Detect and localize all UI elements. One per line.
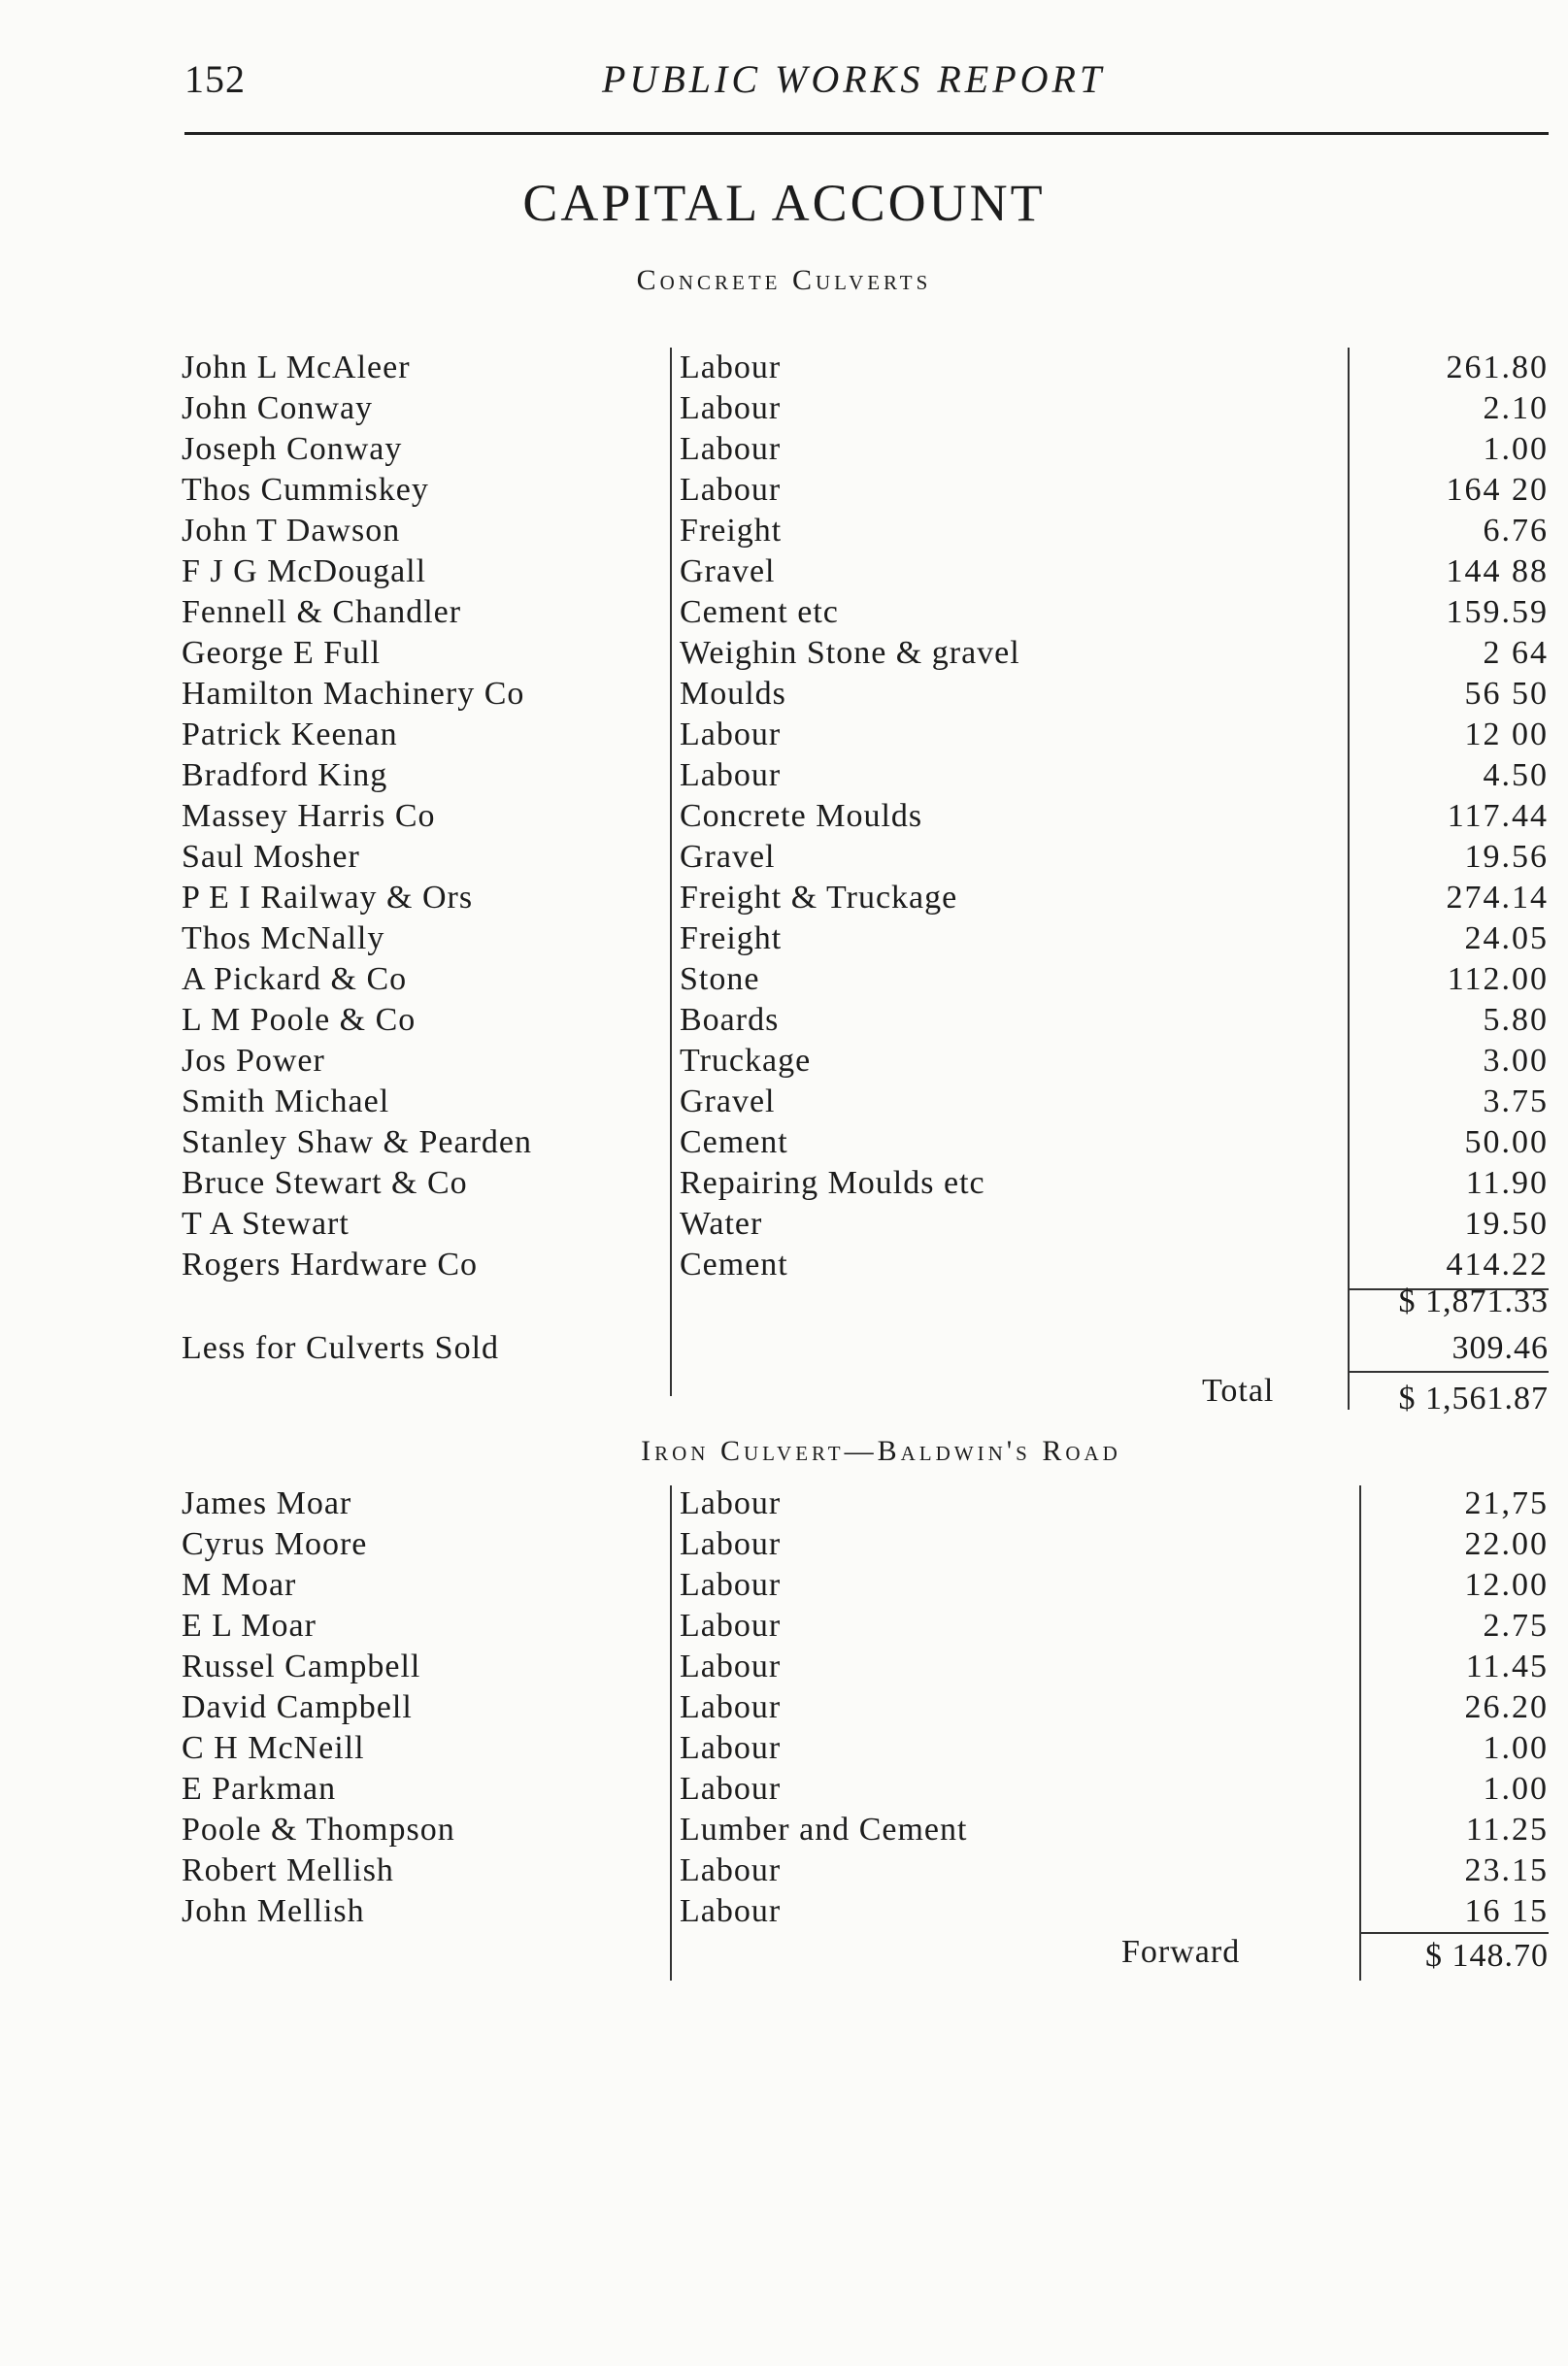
expense-amount: 1.00 bbox=[1483, 1771, 1549, 1807]
expense-item: Labour bbox=[680, 1730, 782, 1766]
table-row bbox=[0, 1850, 1568, 1891]
payee-name: Bradford King bbox=[182, 757, 388, 793]
iron-culvert-table bbox=[0, 1483, 1568, 1932]
expense-amount: 261.80 bbox=[1446, 350, 1549, 385]
section-heading-iron-culvert: Iron Culvert—Baldwin's Road bbox=[641, 1435, 1121, 1467]
expense-amount: 24.05 bbox=[1464, 920, 1549, 956]
forward-amount: $ 148.70 bbox=[1425, 1938, 1549, 1974]
expense-item: Gravel bbox=[680, 839, 776, 875]
table-row bbox=[0, 1204, 1568, 1245]
table-row bbox=[0, 1647, 1568, 1687]
table-row bbox=[0, 1041, 1568, 1082]
payee-name: Bruce Stewart & Co bbox=[182, 1165, 468, 1201]
expense-amount: 2.75 bbox=[1483, 1608, 1549, 1644]
sum-rule bbox=[1359, 1932, 1549, 1934]
table-row bbox=[0, 388, 1568, 429]
payee-name: Smith Michael bbox=[182, 1083, 390, 1119]
expense-amount: 274.14 bbox=[1446, 880, 1549, 916]
table-row bbox=[0, 1000, 1568, 1041]
expense-item: Water bbox=[680, 1206, 763, 1242]
expense-amount: 144 88 bbox=[1446, 553, 1549, 589]
expense-item: Moulds bbox=[680, 676, 786, 712]
expense-item: Labour bbox=[680, 472, 782, 508]
payee-name: E L Moar bbox=[182, 1608, 317, 1644]
expense-amount: 50.00 bbox=[1464, 1124, 1549, 1160]
expense-amount: 21,75 bbox=[1464, 1485, 1549, 1521]
expense-amount: 164 20 bbox=[1446, 472, 1549, 508]
payee-name: Thos Cummiskey bbox=[182, 472, 429, 508]
expense-amount: 11.25 bbox=[1465, 1812, 1549, 1848]
expense-item: Lumber and Cement bbox=[680, 1812, 968, 1848]
table-row bbox=[0, 1082, 1568, 1122]
expense-amount: 4.50 bbox=[1483, 757, 1549, 793]
expense-amount: 22.00 bbox=[1464, 1526, 1549, 1562]
expense-amount: 3.00 bbox=[1483, 1043, 1549, 1079]
expense-amount: 1.00 bbox=[1483, 1730, 1549, 1766]
expense-item: Repairing Moulds etc bbox=[680, 1165, 985, 1201]
table-row bbox=[0, 1245, 1568, 1285]
payee-name: George E Full bbox=[182, 635, 382, 671]
expense-item: Freight bbox=[680, 513, 783, 549]
payee-name: Saul Mosher bbox=[182, 839, 360, 875]
expense-amount: 3.75 bbox=[1483, 1083, 1549, 1119]
page-number: 152 bbox=[184, 57, 246, 101]
table-row bbox=[0, 633, 1568, 674]
expense-amount: 56 50 bbox=[1464, 676, 1549, 712]
less-amount: 309.46 bbox=[1451, 1330, 1549, 1366]
table-row bbox=[0, 959, 1568, 1000]
expense-item: Freight bbox=[680, 920, 783, 956]
table-row bbox=[0, 511, 1568, 551]
page-header bbox=[184, 56, 1549, 115]
expense-item: Concrete Moulds bbox=[680, 798, 923, 834]
payee-name: Joseph Conway bbox=[182, 431, 403, 467]
expense-amount: 12.00 bbox=[1464, 1567, 1549, 1603]
subtotal-amount: $ 1,871.33 bbox=[1398, 1283, 1549, 1319]
table-row bbox=[0, 1524, 1568, 1565]
table-row bbox=[0, 755, 1568, 796]
expense-amount: 19.56 bbox=[1464, 839, 1549, 875]
payee-name: Fennell & Chandler bbox=[182, 594, 462, 630]
page-title: CAPITAL ACCOUNT bbox=[522, 174, 1046, 232]
expense-amount: 11.45 bbox=[1465, 1649, 1549, 1684]
table-row bbox=[0, 1163, 1568, 1204]
payee-name: John Conway bbox=[182, 390, 374, 426]
payee-name: E Parkman bbox=[182, 1771, 337, 1807]
payee-name: M Moar bbox=[182, 1567, 297, 1603]
expense-item: Labour bbox=[680, 1526, 782, 1562]
table-row bbox=[0, 1728, 1568, 1769]
payee-name: Thos McNally bbox=[182, 920, 385, 956]
payee-name: John Mellish bbox=[182, 1893, 365, 1929]
expense-amount: 1.00 bbox=[1483, 431, 1549, 467]
expense-amount: 159.59 bbox=[1446, 594, 1549, 630]
table-row bbox=[0, 1606, 1568, 1647]
expense-amount: 2.10 bbox=[1483, 390, 1549, 426]
table-row bbox=[0, 1687, 1568, 1728]
table-row bbox=[0, 837, 1568, 878]
expense-item: Cement bbox=[680, 1247, 788, 1283]
payee-name: P E I Railway & Ors bbox=[182, 880, 474, 916]
expense-amount: 112.00 bbox=[1447, 961, 1549, 997]
header-rule bbox=[184, 132, 1549, 135]
payee-name: L M Poole & Co bbox=[182, 1002, 417, 1038]
expense-amount: 5.80 bbox=[1483, 1002, 1549, 1038]
payee-name: James Moar bbox=[182, 1485, 352, 1521]
expense-item: Gravel bbox=[680, 553, 776, 589]
table-row bbox=[0, 918, 1568, 959]
expense-item: Labour bbox=[680, 390, 782, 426]
forward-label: Forward bbox=[1121, 1934, 1241, 1970]
payee-name: John T Dawson bbox=[182, 513, 401, 549]
table-row bbox=[0, 1122, 1568, 1163]
table-row bbox=[0, 1483, 1568, 1524]
table-row bbox=[0, 592, 1568, 633]
expense-item: Cement etc bbox=[680, 594, 839, 630]
payee-name: Stanley Shaw & Pearden bbox=[182, 1124, 532, 1160]
expense-item: Weighin Stone & gravel bbox=[680, 635, 1020, 671]
table-row bbox=[0, 1769, 1568, 1810]
payee-name: David Campbell bbox=[182, 1689, 413, 1725]
table-row bbox=[0, 878, 1568, 918]
payee-name: Rogers Hardware Co bbox=[182, 1247, 479, 1283]
running-title: PUBLIC WORKS REPORT bbox=[602, 57, 1106, 101]
table-row bbox=[0, 674, 1568, 715]
expense-item: Labour bbox=[680, 1893, 782, 1929]
payee-name: Russel Campbell bbox=[182, 1649, 421, 1684]
expense-item: Labour bbox=[680, 431, 782, 467]
payee-name: Cyrus Moore bbox=[182, 1526, 368, 1562]
expense-amount: 117.44 bbox=[1447, 798, 1549, 834]
payee-name: F J G McDougall bbox=[182, 553, 427, 589]
payee-name: C H McNeill bbox=[182, 1730, 365, 1766]
expense-amount: 6.76 bbox=[1483, 513, 1549, 549]
expense-amount: 19.50 bbox=[1464, 1206, 1549, 1242]
payee-name: Robert Mellish bbox=[182, 1852, 394, 1888]
expense-amount: 12 00 bbox=[1464, 716, 1549, 752]
table-row bbox=[0, 1810, 1568, 1850]
payee-name: Poole & Thompson bbox=[182, 1812, 455, 1848]
expense-amount: 2 64 bbox=[1483, 635, 1549, 671]
less-label: Less for Culverts Sold bbox=[182, 1330, 500, 1366]
table-row bbox=[0, 1891, 1568, 1932]
expense-item: Labour bbox=[680, 1852, 782, 1888]
table-row bbox=[0, 715, 1568, 755]
payee-name: Jos Power bbox=[182, 1043, 325, 1079]
expense-item: Gravel bbox=[680, 1083, 776, 1119]
expense-amount: 16 15 bbox=[1464, 1893, 1549, 1929]
table-row bbox=[0, 348, 1568, 388]
expense-item: Labour bbox=[680, 716, 782, 752]
total-amount: $ 1,561.87 bbox=[1398, 1381, 1549, 1416]
expense-item: Boards bbox=[680, 1002, 780, 1038]
expense-item: Stone bbox=[680, 961, 760, 997]
expense-item: Labour bbox=[680, 757, 782, 793]
expense-item: Cement bbox=[680, 1124, 788, 1160]
expense-item: Freight & Truckage bbox=[680, 880, 958, 916]
table-row bbox=[0, 470, 1568, 511]
payee-name: Massey Harris Co bbox=[182, 798, 436, 834]
total-label: Total bbox=[1202, 1373, 1275, 1409]
expense-item: Labour bbox=[680, 350, 782, 385]
expense-item: Labour bbox=[680, 1771, 782, 1807]
payee-name: John L McAleer bbox=[182, 350, 411, 385]
section-heading-concrete-culverts: Concrete Culverts bbox=[636, 264, 932, 296]
expense-item: Labour bbox=[680, 1649, 782, 1684]
table-row bbox=[0, 429, 1568, 470]
total-rule bbox=[1348, 1371, 1549, 1373]
expense-item: Labour bbox=[680, 1567, 782, 1603]
expense-item: Truckage bbox=[680, 1043, 812, 1079]
payee-name: Hamilton Machinery Co bbox=[182, 676, 525, 712]
table-row bbox=[0, 1565, 1568, 1606]
expense-amount: 11.90 bbox=[1465, 1165, 1549, 1201]
table-row bbox=[0, 796, 1568, 837]
expense-item: Labour bbox=[680, 1689, 782, 1725]
payee-name: T A Stewart bbox=[182, 1206, 350, 1242]
expense-amount: 23.15 bbox=[1464, 1852, 1549, 1888]
expense-item: Labour bbox=[680, 1485, 782, 1521]
expense-amount: 26.20 bbox=[1464, 1689, 1549, 1725]
concrete-culverts-table bbox=[0, 348, 1568, 1285]
payee-name: A Pickard & Co bbox=[182, 961, 408, 997]
payee-name: Patrick Keenan bbox=[182, 716, 398, 752]
expense-amount: 414.22 bbox=[1446, 1247, 1549, 1283]
table-row bbox=[0, 551, 1568, 592]
expense-item: Labour bbox=[680, 1608, 782, 1644]
